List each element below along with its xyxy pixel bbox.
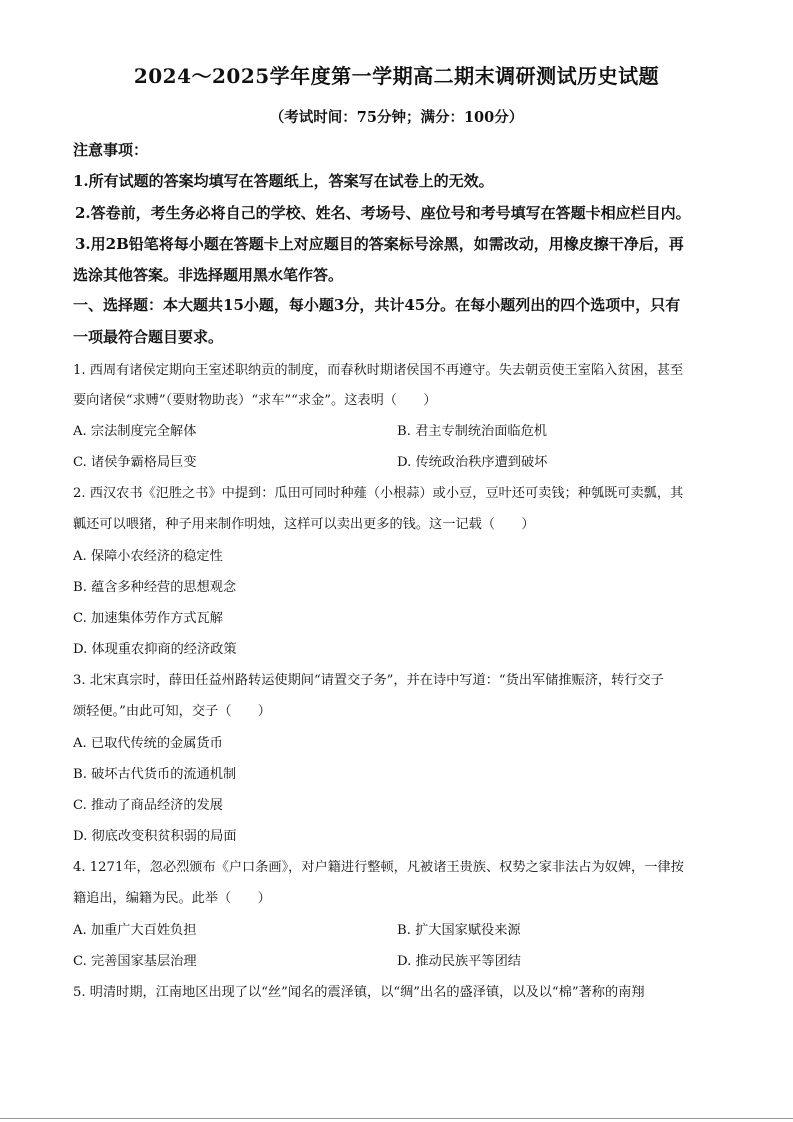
section-heading: 一、选择题：本大题共15小题，每小题3分，共计45分。在每小题列出的四个选项中，只有 — [73, 296, 681, 314]
question-1-stem: 要向诸侯“求赙”（要财物助丧）“求车”“求金”。这表明（ ） — [73, 393, 437, 408]
notes-heading: 注意事项： — [73, 141, 149, 159]
note-item: 3.用2B铅笔将每小题在答题卡上对应题目的答案标号涂黑，如需改动，用橡皮擦干净后，再 — [75, 235, 684, 253]
page-bottom-divider — [0, 1118, 793, 1119]
question-2-option-c: C. 加速集体劳作方式瓦解 — [73, 611, 223, 626]
question-2-option-a: A. 保障小农经济的稳定性 — [73, 549, 223, 564]
note-item: 选涂其他答案。非选择题用黑水笔作答。 — [73, 266, 344, 284]
question-2-option-d: D. 体现重农抑商的经济政策 — [73, 642, 237, 657]
question-1-option-a: A. 宗法制度完全解体 — [73, 424, 197, 439]
question-4-option-b: B. 扩大国家赋役来源 — [397, 923, 521, 938]
question-4-stem: 籍追出，编籍为民。此举（ ） — [73, 891, 271, 906]
question-5-stem: 5. 明清时期，江南地区出现了以“丝”闻名的震泽镇，以“绸”出名的盛泽镇，以及以“棉”著称的南翔 — [73, 985, 645, 1000]
question-2-stem: 2. 西汉农书《氾胜之书》中提到：瓜田可同时种薤（小根蒜）或小豆，豆叶还可卖钱；种瓠既可卖瓢，其 — [73, 486, 684, 501]
question-3-option-a: A. 已取代传统的金属货币 — [73, 736, 223, 751]
question-3-option-d: D. 彻底改变积贫积弱的局面 — [73, 829, 237, 844]
note-item: 2.答卷前，考生务必将自己的学校、姓名、考场号、座位号和考号填写在答题卡相应栏目内。 — [75, 204, 691, 222]
question-3-option-b: B. 破坏古代货币的流通机制 — [73, 767, 237, 782]
section-heading-cont: 一项最符合题目要求。 — [73, 328, 224, 346]
question-3-option-c: C. 推动了商品经济的发展 — [73, 798, 223, 813]
question-1-option-c: C. 诸侯争霸格局巨变 — [73, 455, 197, 470]
question-4-option-c: C. 完善国家基层治理 — [73, 954, 197, 969]
exam-title: 2024～2025学年度第一学期高二期末调研测试历史试题 — [133, 64, 660, 88]
question-1-stem: 1. 西周有诸侯定期向王室述职纳贡的制度，而春秋时期诸侯国不再遵守。失去朝贡使王室陷入贫困，甚至 — [73, 363, 684, 378]
question-3-stem: 颂轻便。”由此可知，交子（ ） — [73, 704, 271, 719]
question-2-option-b: B. 蕴含多种经营的思想观念 — [73, 580, 237, 595]
question-4-option-d: D. 推动民族平等团结 — [397, 954, 521, 969]
question-2-stem: 瓤还可以喂猪，种子用来制作明烛，这样可以卖出更多的钱。这一记载（ ） — [73, 517, 535, 532]
question-4-stem: 4. 1271年，忽必烈颁布《户口条画》，对户籍进行整顿，凡被诸王贵族、权势之家非法占为奴婢，一律按 — [73, 860, 684, 875]
question-1-option-b: B. 君主专制统治面临危机 — [397, 424, 547, 439]
note-item: 1.所有试题的答案均填写在答题纸上，答案写在试卷上的无效。 — [73, 172, 494, 190]
question-1-option-d: D. 传统政治秩序遭到破坏 — [397, 455, 548, 470]
question-3-stem: 3. 北宋真宗时，薛田任益州路转运使期间“请置交子务”，并在诗中写道：“货出军储推赈济，转行交子 — [73, 673, 664, 688]
exam-subtitle: （考试时间：75分钟；满分：100分） — [269, 109, 524, 126]
question-4-option-a: A. 加重广大百姓负担 — [73, 923, 197, 938]
